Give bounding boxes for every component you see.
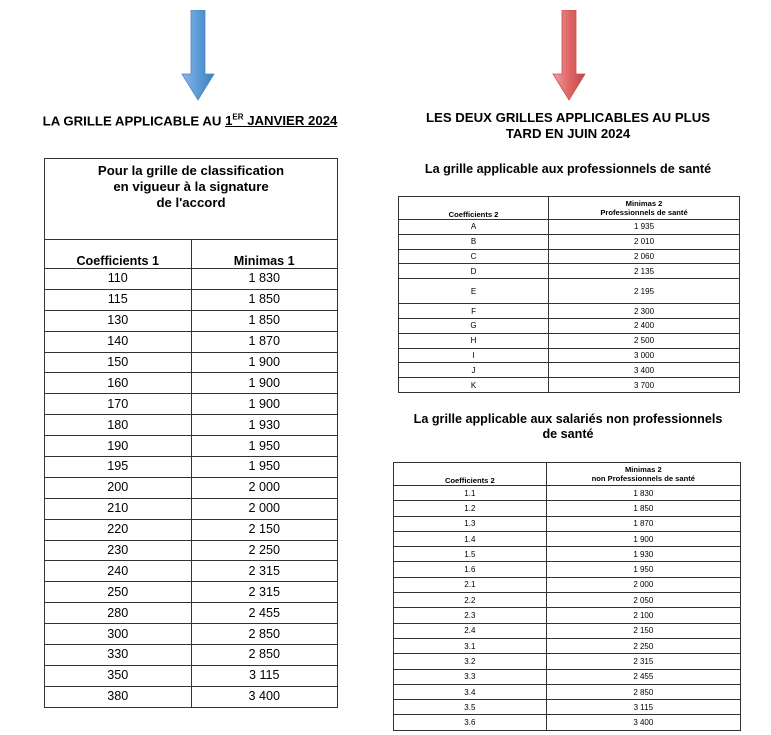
- table-row: [394, 700, 741, 715]
- table-title-line1: Pour la grille de classification: [97, 163, 285, 178]
- minima-cell: 1 830: [546, 486, 740, 501]
- minima-cell: 2 400: [549, 318, 740, 333]
- coefficient-cell: 180: [45, 415, 192, 436]
- left-heading-date: JANVIER 2024: [243, 113, 338, 129]
- grid-table-1: [44, 158, 338, 708]
- minima-cell: 2 315: [191, 561, 338, 582]
- minima-cell: 1 870: [546, 516, 740, 531]
- minima-cell: 1 935: [549, 220, 740, 235]
- coefficient-cell: 160: [45, 373, 192, 394]
- coefficient-cell: 300: [45, 624, 192, 645]
- coefficient-cell: 250: [45, 582, 192, 603]
- coefficient-cell: D: [399, 264, 549, 279]
- minima-cell: 2 300: [549, 304, 740, 319]
- minima-cell: 1 930: [191, 415, 338, 436]
- right-heading-line1: LES DEUX GRILLES APPLICABLES AU PLUS: [425, 110, 711, 125]
- coefficient-cell: 1.1: [394, 486, 547, 501]
- minima-cell: 2 455: [546, 669, 740, 684]
- grid-table-nonhealth: [393, 462, 741, 731]
- column-header-minimas-line1: Minimas 2: [624, 465, 662, 474]
- table-row: [45, 561, 338, 582]
- coefficient-cell: 110: [45, 269, 192, 290]
- minima-cell: 2 850: [546, 684, 740, 699]
- minima-cell: 1 950: [191, 436, 338, 457]
- table-row: [394, 531, 741, 546]
- minima-cell: 2 100: [546, 608, 740, 623]
- coefficient-cell: 170: [45, 394, 192, 415]
- table-row: [399, 249, 740, 264]
- coefficient-cell: 1.2: [394, 501, 547, 516]
- table-row: [45, 310, 338, 331]
- minima-cell: 1 950: [191, 457, 338, 478]
- down-arrow-red-icon: [551, 10, 587, 102]
- table-row: [394, 577, 741, 592]
- minima-cell: 3 115: [546, 700, 740, 715]
- minima-cell: 2 455: [191, 603, 338, 624]
- table-row: [399, 378, 740, 393]
- coefficient-cell: 2.1: [394, 577, 547, 592]
- table-row: [394, 547, 741, 562]
- coefficient-cell: K: [399, 378, 549, 393]
- table-row: [394, 638, 741, 653]
- health-grid-title: La grille applicable aux professionnels de santé: [424, 162, 712, 176]
- table-row: [45, 498, 338, 519]
- minima-cell: 3 700: [549, 378, 740, 393]
- left-heading: [10, 110, 370, 129]
- minima-cell: 1 900: [191, 352, 338, 373]
- coefficient-cell: 3.5: [394, 700, 547, 715]
- coefficient-cell: 200: [45, 477, 192, 498]
- minima-cell: 1 850: [546, 501, 740, 516]
- table-row: [394, 593, 741, 608]
- table-row: [45, 624, 338, 645]
- table-row: [394, 516, 741, 531]
- minima-cell: 2 195: [549, 279, 740, 304]
- coefficient-cell: 115: [45, 289, 192, 310]
- table-row: [399, 279, 740, 304]
- coefficient-cell: 140: [45, 331, 192, 352]
- coefficient-cell: 3.4: [394, 684, 547, 699]
- minima-cell: 3 000: [549, 348, 740, 363]
- nonhealth-grid-title: [385, 412, 751, 442]
- coefficient-cell: 3.1: [394, 638, 547, 653]
- coefficient-cell: 1.6: [394, 562, 547, 577]
- table-title: [45, 159, 338, 240]
- minima-cell: 2 150: [546, 623, 740, 638]
- coefficient-cell: 3.2: [394, 654, 547, 669]
- minima-cell: 2 000: [546, 577, 740, 592]
- coefficient-cell: 220: [45, 519, 192, 540]
- table-row: [394, 501, 741, 516]
- coefficient-cell: 240: [45, 561, 192, 582]
- nonhealth-title-line2: de santé: [542, 427, 594, 441]
- coefficient-cell: I: [399, 348, 549, 363]
- coefficient-cell: C: [399, 249, 549, 264]
- minima-cell: 2 050: [546, 593, 740, 608]
- table-row: [394, 715, 741, 730]
- coefficient-cell: G: [399, 318, 549, 333]
- coefficient-cell: 330: [45, 645, 192, 666]
- column-header-minimas: Minimas 1: [191, 240, 338, 269]
- column-header-minimas: [546, 463, 740, 486]
- coefficient-cell: J: [399, 363, 549, 378]
- coefficient-cell: 3.3: [394, 669, 547, 684]
- coefficient-cell: 195: [45, 457, 192, 478]
- table-row: [399, 363, 740, 378]
- column-header-minimas-line1: Minimas 2: [625, 199, 663, 208]
- coefficient-cell: 150: [45, 352, 192, 373]
- coefficient-cell: 2.2: [394, 593, 547, 608]
- minima-cell: 2 010: [549, 234, 740, 249]
- table-row: [45, 665, 338, 686]
- coefficient-cell: 2.3: [394, 608, 547, 623]
- table-row: [45, 373, 338, 394]
- minima-cell: 1 950: [546, 562, 740, 577]
- column-header-coefficients: Coefficients 1: [45, 240, 192, 269]
- table-row: [45, 415, 338, 436]
- table-row: [394, 486, 741, 501]
- coefficient-cell: 280: [45, 603, 192, 624]
- table-row: [45, 394, 338, 415]
- table-row: [394, 623, 741, 638]
- minima-cell: 1 900: [191, 373, 338, 394]
- table-row: [394, 562, 741, 577]
- minima-cell: 1 850: [191, 310, 338, 331]
- column-header-minimas-line2: non Professionnels de santé: [591, 474, 696, 483]
- table-row: [45, 457, 338, 478]
- coefficient-cell: 380: [45, 686, 192, 707]
- table-row: [45, 331, 338, 352]
- table-row: [45, 582, 338, 603]
- table-row: [45, 603, 338, 624]
- minima-cell: 3 400: [549, 363, 740, 378]
- column-header-minimas-line2: Professionnels de santé: [600, 208, 688, 217]
- table-row: [45, 477, 338, 498]
- table-row: [45, 519, 338, 540]
- right-heading: [385, 110, 751, 142]
- minima-cell: 1 900: [546, 531, 740, 546]
- coefficient-cell: 230: [45, 540, 192, 561]
- table-row: [45, 686, 338, 707]
- table-row: [45, 645, 338, 666]
- table-row: [399, 264, 740, 279]
- column-header-coefficients: Coefficients 2: [399, 197, 549, 220]
- coefficient-cell: 210: [45, 498, 192, 519]
- coefficient-cell: 3.6: [394, 715, 547, 730]
- column-header-coefficients: Coefficients 2: [394, 463, 547, 486]
- table-row: [399, 318, 740, 333]
- coefficient-cell: 2.4: [394, 623, 547, 638]
- minima-cell: 2 250: [546, 638, 740, 653]
- grid-table-health: [398, 196, 740, 393]
- table-row: [399, 304, 740, 319]
- minima-cell: 2 135: [549, 264, 740, 279]
- minima-cell: 1 850: [191, 289, 338, 310]
- coefficient-cell: F: [399, 304, 549, 319]
- table-row: [399, 348, 740, 363]
- minima-cell: 2 000: [191, 498, 338, 519]
- minima-cell: 3 400: [546, 715, 740, 730]
- coefficient-cell: 1.3: [394, 516, 547, 531]
- minima-cell: 1 900: [191, 394, 338, 415]
- minima-cell: 2 250: [191, 540, 338, 561]
- coefficient-cell: E: [399, 279, 549, 304]
- right-heading-line2: TARD EN JUIN 2024: [505, 126, 631, 141]
- minima-cell: 2 500: [549, 333, 740, 348]
- table-row: [399, 220, 740, 235]
- coefficient-cell: 350: [45, 665, 192, 686]
- table-title-line2: en vigueur à la signature: [113, 179, 269, 194]
- coefficient-cell: 190: [45, 436, 192, 457]
- coefficient-cell: B: [399, 234, 549, 249]
- minima-cell: 2 000: [191, 477, 338, 498]
- coefficient-cell: H: [399, 333, 549, 348]
- left-heading-number: 1: [225, 113, 233, 129]
- coefficient-cell: 1.5: [394, 547, 547, 562]
- minima-cell: 3 115: [191, 665, 338, 686]
- minima-cell: 1 870: [191, 331, 338, 352]
- column-header-minimas: [549, 197, 740, 220]
- table-row: [45, 436, 338, 457]
- table-title-line3: de l'accord: [156, 195, 226, 210]
- minima-cell: 1 930: [546, 547, 740, 562]
- table-row: [45, 540, 338, 561]
- left-heading-superscript: ER: [232, 113, 244, 122]
- table-row: [45, 352, 338, 373]
- table-row: [394, 608, 741, 623]
- minima-cell: 2 850: [191, 624, 338, 645]
- minima-cell: 2 150: [191, 519, 338, 540]
- nonhealth-title-line1: La grille applicable aux salariés non professionnels: [413, 412, 723, 426]
- table-row: [45, 289, 338, 310]
- minima-cell: 2 315: [546, 654, 740, 669]
- minima-cell: 2 060: [549, 249, 740, 264]
- table-row: [394, 669, 741, 684]
- minima-cell: 2 850: [191, 645, 338, 666]
- table-row: [394, 654, 741, 669]
- table-row: [399, 234, 740, 249]
- minima-cell: 1 830: [191, 269, 338, 290]
- down-arrow-blue-icon: [180, 10, 216, 102]
- table-row: [399, 333, 740, 348]
- left-heading-prefix: LA GRILLE APPLICABLE AU: [42, 113, 226, 129]
- minima-cell: 2 315: [191, 582, 338, 603]
- table-row: [45, 269, 338, 290]
- coefficient-cell: 130: [45, 310, 192, 331]
- coefficient-cell: A: [399, 220, 549, 235]
- table-row: [394, 684, 741, 699]
- minima-cell: 3 400: [191, 686, 338, 707]
- coefficient-cell: 1.4: [394, 531, 547, 546]
